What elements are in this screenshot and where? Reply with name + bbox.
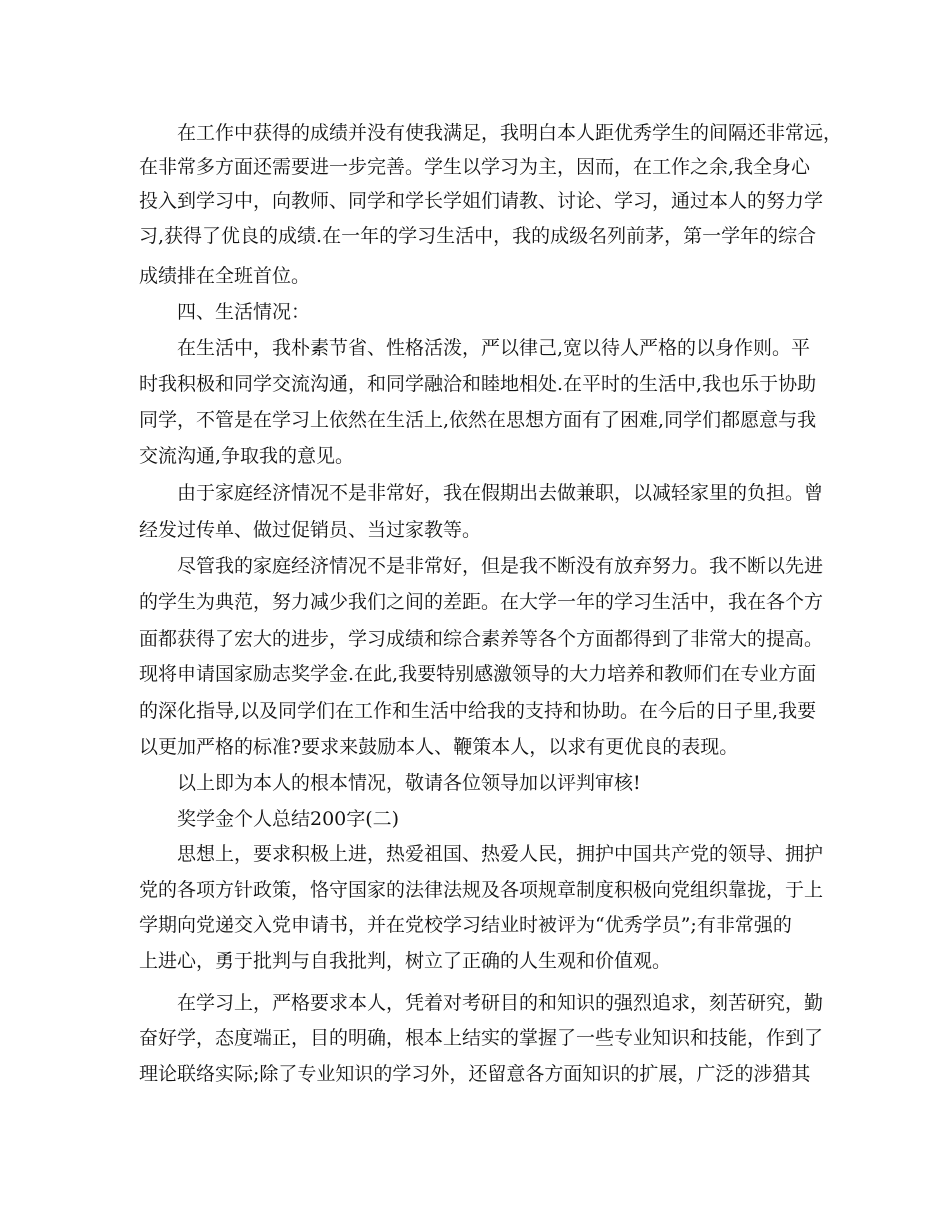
text-line: 现将申请国家励志奖学金.在此,我要特别感激领导的大力培养和教师们在专业方面 — [139, 663, 817, 685]
text-line: 党的各项方针政策，恪守国家的法律法规及各项规章制度积极向党组织靠拢，于上 — [139, 879, 824, 901]
text-line: 由于家庭经济情况不是非常好，我在假期出去做兼职，以减轻家里的负担。曾 — [177, 482, 824, 504]
text-line: 成绩排在全班首位。 — [139, 265, 311, 287]
text-line: 以更加严格的标准?要求来鼓励本人、鞭策本人，以求有更优良的表现。 — [139, 736, 739, 758]
section-heading: 奖学金个人总结200字(二) — [177, 808, 400, 830]
text-line: 经发过传单、做过促销员、当过家教等。 — [139, 519, 482, 541]
text-line: 思想上，要求积极上进，热爱祖国、热爱人民，拥护中国共产党的领导、拥护 — [177, 843, 824, 865]
text-line: 的学生为典范，努力减少我们之间的差距。在大学一年的学习生活中，我在各个方 — [139, 591, 824, 613]
text-line: 以上即为本人的根本情况，敬请各位领导加以评判审核! — [177, 772, 641, 794]
text-line: 理论联络实际;除了专业知识的学习外，还留意各方面知识的扩展，广泛的涉猎其 — [139, 1063, 811, 1085]
text-line: 面都获得了宏大的进步，学习成绩和综合素养等各个方面都得到了非常大的提高。 — [139, 628, 824, 650]
text-line: 在学习上，严格要求本人，凭着对考研目的和知识的强烈追求，刻苦研究，勤 — [177, 992, 824, 1014]
text-line: 尽管我的家庭经济情况不是非常好，但是我不断没有放弃努力。我不断以先进 — [177, 555, 824, 577]
text-line: 投入到学习中，向教师、同学和学长学姐们请教、讨论、学习，通过本人的努力学 — [139, 190, 824, 212]
text-line: 在非常多方面还需要进一步完善。学生以学习为主，因而，在工作之余,我全身心 — [139, 156, 811, 178]
section-heading: 四、生活情况： — [177, 301, 311, 323]
text-line: 的深化指导,以及同学们在工作和生活中给我的支持和协助。在今后的日子里,我要 — [139, 700, 817, 722]
text-line: 交流沟通,争取我的意见。 — [139, 445, 355, 467]
text-line: 学期向党递交入党申请书，并在党校学习结业时被评为“优秀学员”;有非常强的 — [139, 914, 792, 936]
text-line: 同学，不管是在学习上依然在生活上,依然在思想方面有了困难,同学们都愿意与我 — [139, 409, 817, 431]
text-line: 时我积极和同学交流沟通，和同学融洽和睦地相处.在平时的生活中,我也乐于协助 — [139, 373, 817, 395]
text-line: 习,获得了优良的成绩.在一年的学习生活中，我的成级名列前茅，第一学年的综合 — [139, 225, 817, 247]
text-line: 在工作中获得的成绩并没有使我满足，我明白本人距优秀学生的间隔还非常远， — [177, 122, 843, 144]
text-line: 在生活中，我朴素节省、性格活泼，严以律己,宽以待人严格的以身作则。平 — [177, 337, 811, 359]
text-line: 上进心，勇于批判与自我批判，树立了正确的人生观和价值观。 — [139, 950, 672, 972]
text-line: 奋好学，态度端正，目的明确，根本上结实的掌握了一些专业知识和技能，作到了 — [139, 1027, 824, 1049]
